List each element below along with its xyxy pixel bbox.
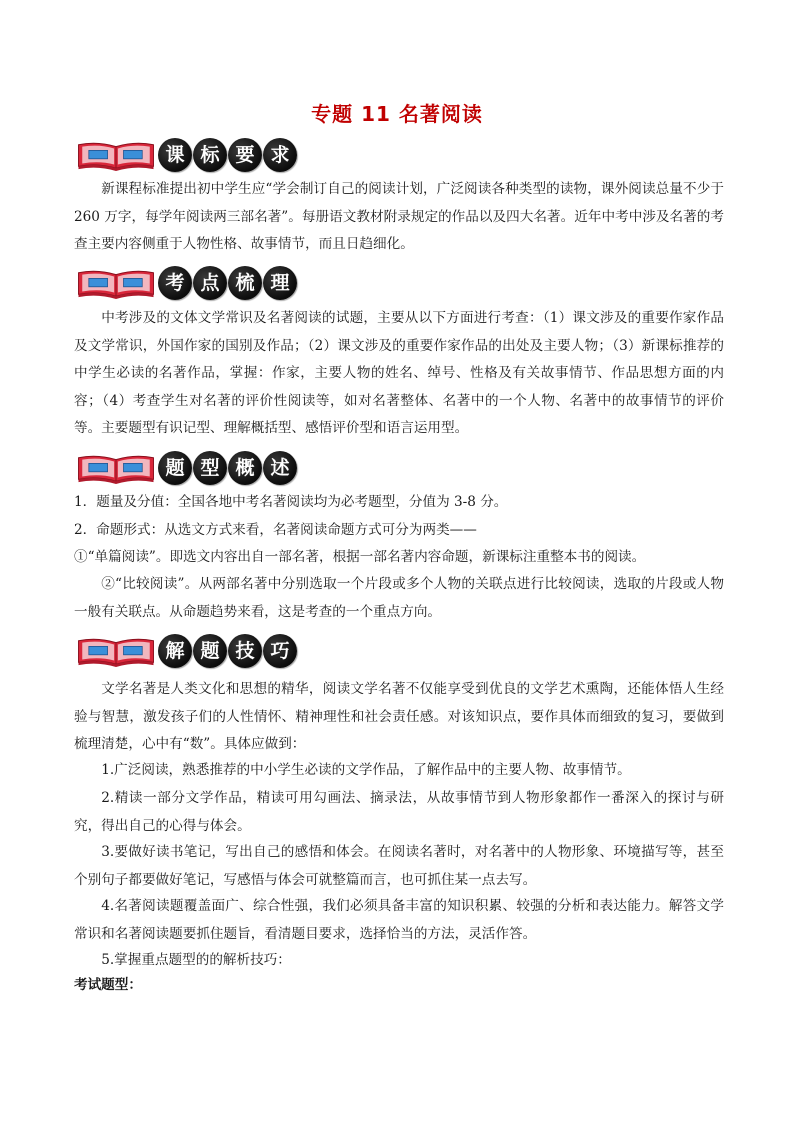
comparison-reading-paragraph: ②“比较阅读”。从两部名著中分别选取一个片段或多个人物的关联点进行比较阅读，选取的片段或人物一般有关联点。从命题趋势来看，这是考查的一个重点方向。: [74, 576, 724, 620]
header-char: 解: [158, 634, 192, 668]
header-char: 理: [263, 266, 297, 300]
header-char: 求: [263, 138, 297, 172]
header-char: 述: [263, 451, 297, 485]
header-char: 概: [228, 451, 262, 485]
header-char: 梳: [228, 266, 262, 300]
technique-item: 2.精读一部分文学作品，精读可用勾画法、摘录法，从故事情节到人物形象都作一番深入的探讨与研究，得出自己的心得与体会。: [74, 790, 724, 834]
header-char: 型: [193, 451, 227, 485]
technique-item: 5.掌握重点题型的的解析技巧：: [101, 952, 291, 968]
question-type-line: 2．命题形式：从选文方式来看，名著阅读命题方式可分为两类——: [74, 522, 477, 538]
section-header-question-types: [74, 449, 290, 489]
technique-item: 3.要做好读书笔记，写出自己的感悟和体会。在阅读名著时，对名著中的人物形象、环境描写等，甚至个别句子都要做好笔记，写感悟与体会可就整篇而言，也可抓住某一点去写。: [74, 844, 724, 888]
section-header-key-points: [74, 264, 290, 304]
header-char: 课: [158, 138, 192, 172]
key-points-paragraph: 中考涉及的文体文学常识及名著阅读的试题，主要从以下方面进行考查：（1）课文涉及的重要作家作品及文学常识，外国作家的国别及作品；（2）课文涉及的重要作家作品的出处及主要人物；（3）新课标推荐的中学生必读的名著作品，掌握：作家，主要人物的姓名、绰号、性格及有关故事情节、作品思想方面的内容；（4）考查学生对名著的评价性阅读等，如对名著整体、名著中的一个人物、名著中的故事情节的评价等。主要题型有识记型、理解概括型、感悟评价型和语言运用型。: [74, 310, 724, 436]
header-char: 要: [228, 138, 262, 172]
techniques-intro: 文学名著是人类文化和思想的精华，阅读文学名著不仅能享受到优良的文学艺术熏陶，还能体悟人生经验与智慧，激发孩子们的人性情怀、精神理性和社会责任感。对该知识点，要作具体而细致的复习，要做到梳理清楚，心中有“数”。具体应做到：: [74, 681, 724, 752]
book-icon: [74, 141, 158, 171]
header-char: 考: [158, 266, 192, 300]
section-header-requirements: [74, 136, 290, 176]
header-char: 点: [193, 266, 227, 300]
question-type-line: 1．题量及分值：全国各地中考名著阅读均为必考题型，分值为 3-8 分。: [74, 494, 508, 510]
technique-item: 4.名著阅读题覆盖面广、综合性强，我们必须具备丰富的知识积累、较强的分析和表达能力。解答文学常识和名著阅读题要抓住题旨，看清题目要求，选择恰当的方法，灵活作答。: [74, 898, 724, 942]
section-header-techniques: [74, 632, 290, 672]
page-title: 专题 11 名著阅读: [311, 102, 483, 126]
book-icon: [74, 269, 158, 299]
requirements-paragraph: 新课程标准提出初中学生应“学会制订自己的阅读计划，广泛阅读各种类型的读物，课外阅读总量不少于 260 万字，每学年阅读两三部名著”。每册语文教材附录规定的作品以及四大名著。近年中考中涉及名著的考查主要内容侧重于人物性格、故事情节，而且日趋细化。: [74, 181, 724, 252]
book-icon: [74, 454, 158, 484]
book-icon: [74, 637, 158, 667]
technique-item: 1.广泛阅读，熟悉推荐的中小学生必读的文学作品，了解作品中的主要人物、故事情节。: [101, 762, 631, 778]
header-char: 标: [193, 138, 227, 172]
header-char: 巧: [263, 634, 297, 668]
header-char: 题: [193, 634, 227, 668]
header-char: 题: [158, 451, 192, 485]
exam-types-label: 考试题型：: [74, 977, 142, 993]
header-char: 技: [228, 634, 262, 668]
question-type-line: ①“单篇阅读”。即选文内容出自一部名著，根据一部名著内容命题，新课标注重整本书的阅读。: [74, 549, 646, 565]
